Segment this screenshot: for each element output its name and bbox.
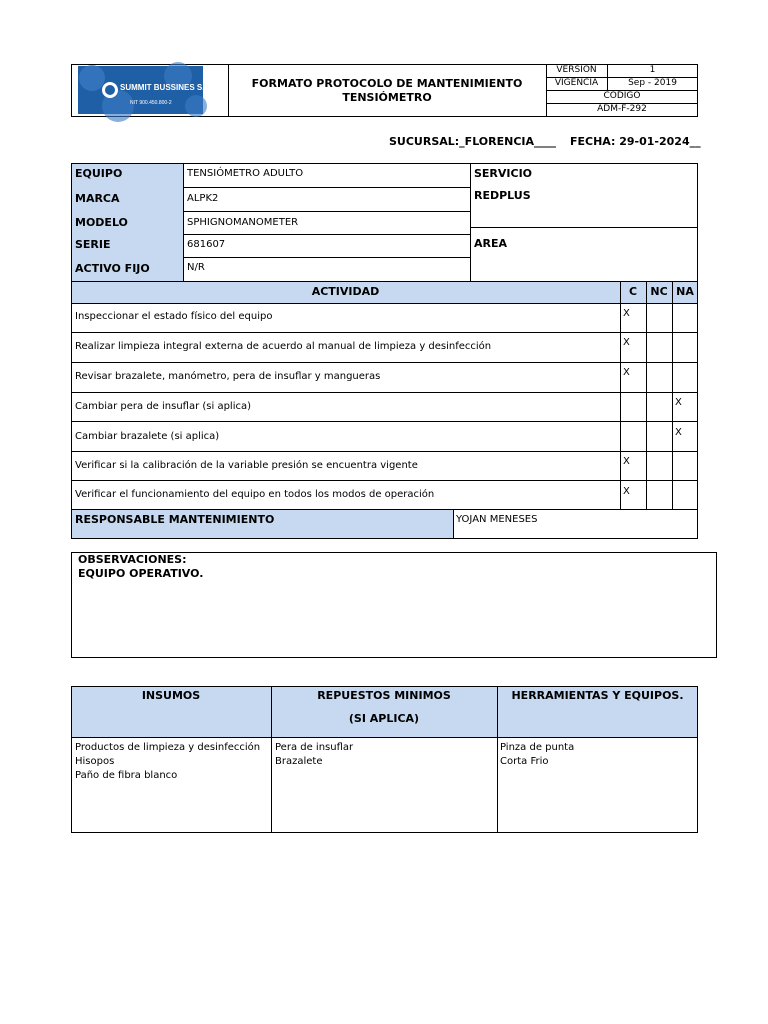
activo-fijo-value: N/R: [187, 262, 205, 273]
activo-fijo-label: ACTIVO FIJO: [75, 262, 150, 275]
logo-subtext: NIT 900.450.800-2: [130, 100, 172, 106]
activity-row-4-na: X: [675, 397, 682, 408]
company-logo: [78, 66, 221, 114]
actividad-header: ACTIVIDAD: [311, 285, 380, 298]
activity-row-4-text: Cambiar pera de insuflar (si aplica): [75, 401, 252, 412]
activity-row-3-text: Revisar brazalete, manómetro, pera de insuflar y mangueras: [75, 371, 381, 382]
nc-header: NC: [650, 285, 668, 298]
serie-label: SERIE: [75, 238, 111, 251]
observaciones-value: EQUIPO OPERATIVO.: [78, 567, 204, 580]
activity-row-6-c: X: [623, 456, 630, 467]
logo-text: SUMMIT BUSSINES S.A.S.: [120, 83, 221, 92]
activity-row-1-c: X: [623, 308, 630, 319]
servicio-value: REDPLUS: [474, 189, 531, 202]
repuestos-list: [275, 741, 353, 769]
modelo-label: MODELO: [75, 216, 128, 229]
activity-row-3-c: X: [623, 367, 630, 378]
list-item: Pinza de punta: [500, 742, 575, 753]
repuestos-header-line-2: (SI APLICA): [348, 712, 420, 725]
codigo-value: ADM-F-292: [597, 104, 647, 114]
fecha: FECHA: 29-01-2024__: [570, 135, 701, 148]
insumos-list: [75, 741, 260, 783]
version-label: VERSION: [556, 65, 597, 75]
marca-label: MARCA: [75, 192, 120, 205]
sucursal: SUCURSAL:_FLORENCIA____: [389, 135, 557, 148]
activity-row-1-text: Inspeccionar el estado físico del equipo: [75, 311, 273, 322]
title-line-2: TENSIÓMETRO: [342, 91, 432, 104]
activity-row-2-c: X: [623, 337, 630, 348]
herramientas-list: [500, 741, 574, 769]
activity-row-6-text: Verificar si la calibración de la variable presión se encuentra vigente: [75, 460, 418, 471]
list-item: Productos de limpieza y desinfección: [75, 742, 261, 753]
na-header: NA: [676, 285, 694, 298]
observaciones-label: OBSERVACIONES:: [78, 553, 187, 566]
serie-value: 681607: [187, 239, 226, 250]
vigencia-label: VIGENCIA: [554, 78, 599, 88]
equipo-label: EQUIPO: [75, 167, 123, 180]
list-item: Pera de insuflar: [275, 742, 354, 753]
servicio-label: SERVICIO: [474, 167, 533, 180]
responsable-label: RESPONSABLE MANTENIMIENTO: [75, 513, 275, 526]
repuestos-header-line-1: REPUESTOS MINIMOS: [317, 689, 451, 702]
list-item: Paño de fibra blanco: [75, 770, 178, 781]
activity-row-7-c: X: [623, 486, 630, 497]
equipment-info-table: [71, 163, 698, 282]
list-item: Corta Frio: [500, 756, 549, 767]
list-item: Hisopos: [75, 756, 115, 767]
responsable-value: YOJAN MENESES: [456, 514, 538, 525]
activity-row-5-na: X: [675, 427, 682, 438]
insumos-header: INSUMOS: [141, 689, 201, 702]
activity-row-7-text: Verificar el funcionamiento del equipo en todos los modos de operación: [75, 489, 435, 500]
herramientas-header: HERRAMIENTAS Y EQUIPOS.: [511, 689, 684, 702]
list-item: Brazalete: [275, 756, 323, 767]
activity-row-5-text: Cambiar brazalete (si aplica): [75, 431, 220, 442]
vigencia-value: Sep - 2019: [628, 78, 677, 88]
document-title: [228, 77, 546, 105]
modelo-value: SPHIGNOMANOMETER: [187, 217, 299, 228]
area-label: AREA: [474, 237, 508, 250]
title-line-1: FORMATO PROTOCOLO DE MANTENIMIENTO: [251, 77, 523, 90]
marca-value: ALPK2: [187, 193, 219, 204]
codigo-label: CODIGO: [603, 91, 641, 101]
activity-row-2-text: Realizar limpieza integral externa de acuerdo al manual de limpieza y desinfección: [75, 341, 492, 352]
equipo-value: TENSIÓMETRO ADULTO: [187, 168, 304, 179]
c-header: C: [628, 285, 638, 298]
version-value: 1: [649, 65, 656, 75]
